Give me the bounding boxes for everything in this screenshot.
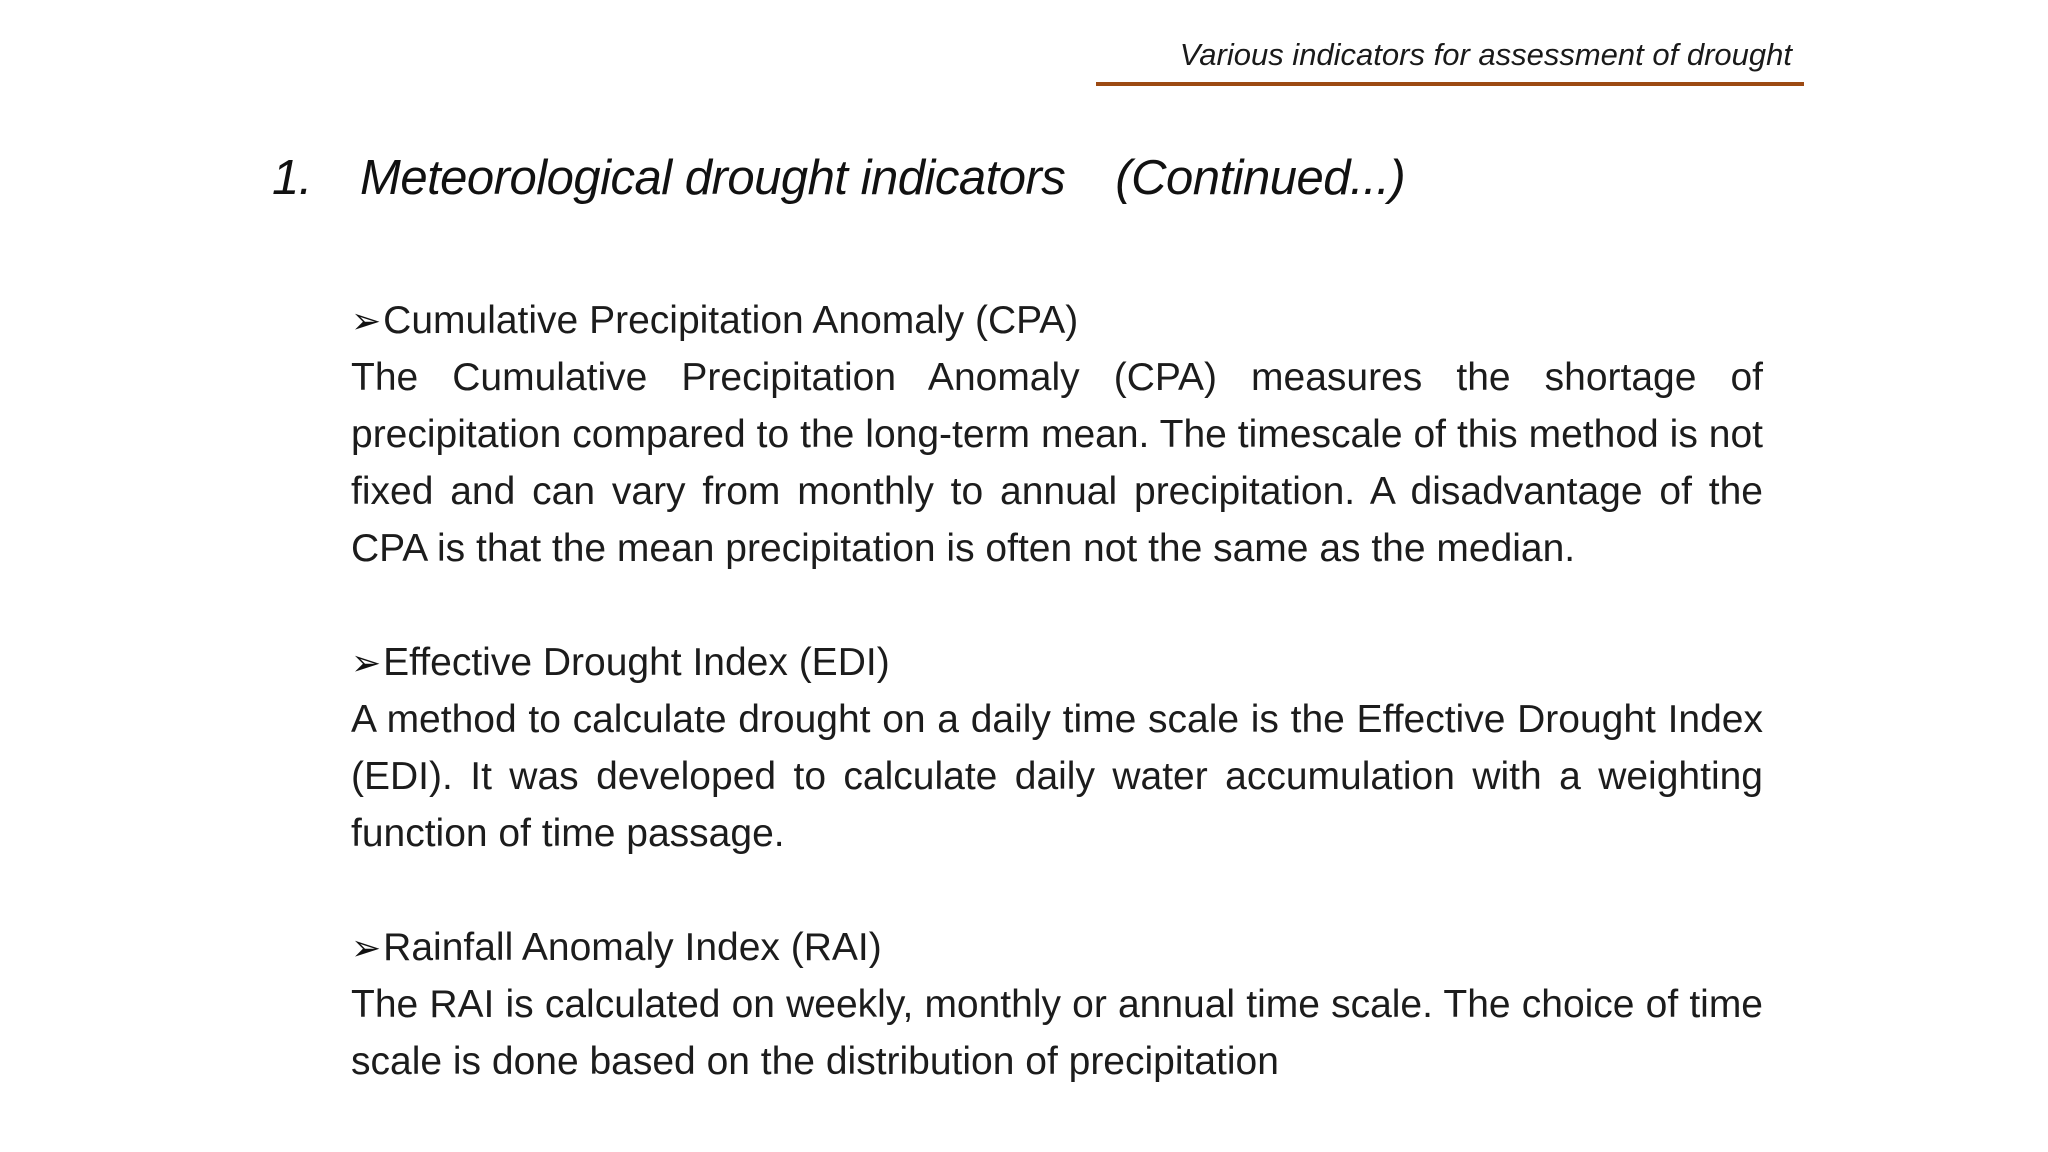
section-cpa	[351, 292, 1763, 577]
arrow-bullet-icon: ➢	[351, 642, 382, 683]
section-body: The Cumulative Precipitation Anomaly (CPA) measures the shortage of precipitation compared to the long-term mean. The timescale of this method is not fixed and can vary from monthly to annual precipitation. A disadvantage of the CPA is that the mean precipitation is often not the same as the median.	[351, 356, 1763, 570]
title-continued: (Continued...)	[1115, 151, 1406, 205]
slide-content	[351, 292, 1763, 1147]
header-underline	[1096, 82, 1804, 86]
section-heading	[351, 634, 1763, 691]
slide-title	[272, 150, 1405, 206]
section-heading	[351, 292, 1763, 349]
title-number: 1.	[272, 151, 312, 205]
section-heading-text: Cumulative Precipitation Anomaly (CPA)	[383, 299, 1079, 342]
section-heading	[351, 919, 1763, 976]
section-body: A method to calculate drought on a daily time scale is the Effective Drought Index (EDI). It was developed to calculate daily water accumulation with a weighting function of time passage.	[351, 698, 1763, 855]
header-title: Various indicators for assessment of drought	[1179, 37, 1792, 72]
title-text: Meteorological drought indicators	[360, 151, 1066, 205]
section-rai	[351, 919, 1763, 1090]
section-heading-text: Effective Drought Index (EDI)	[383, 641, 890, 684]
arrow-bullet-icon: ➢	[351, 300, 382, 341]
slide-header	[1096, 30, 1804, 86]
arrow-bullet-icon: ➢	[351, 927, 382, 968]
section-heading-text: Rainfall Anomaly Index (RAI)	[383, 926, 882, 969]
section-body: The RAI is calculated on weekly, monthly or annual time scale. The choice of time scale is done based on the distribution of precipitation	[351, 983, 1763, 1083]
section-edi	[351, 634, 1763, 862]
